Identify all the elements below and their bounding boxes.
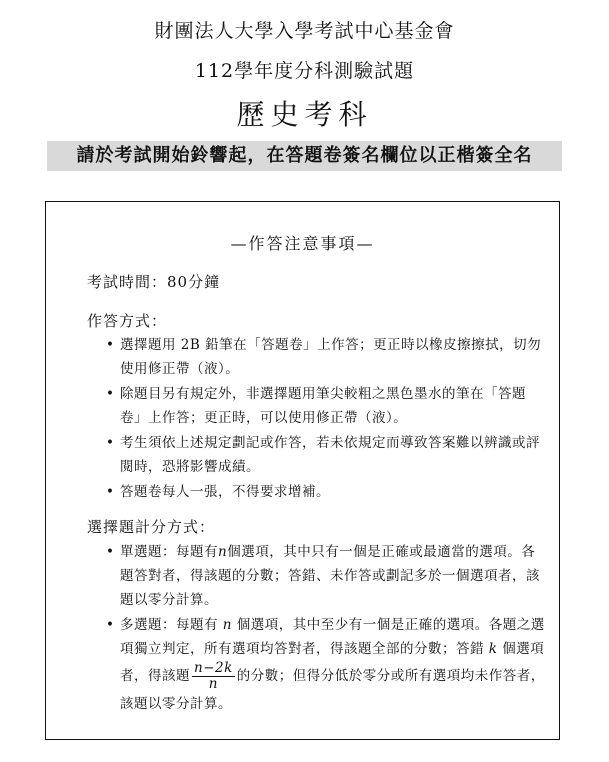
list-item: • 選擇題用 2B 鉛筆在「答題卷」上作答；更正時以橡皮擦擦拭，切勿使用修正帶（液）。	[106, 333, 546, 381]
score-fraction	[192, 661, 235, 692]
list-item: • 考生須依上述規定劃記或作答，若未依規定而導致答案難以辨識或評閱時，恐將影響成績。	[106, 431, 546, 479]
answer-method-label: 作答方式：	[87, 312, 168, 330]
subject-title: 歷史考科	[236, 98, 373, 131]
multi-pre: 多選題：每題有	[120, 617, 218, 633]
var-n: n	[218, 544, 228, 560]
multi-post: 的分數；但得分低於零分或所有選項均未作答者，該題以零分計算。	[120, 668, 545, 712]
single-choice-rule	[106, 540, 546, 612]
multi-mid: 個選項，其中至少有一個是正確的選項。各題之選項獨立判定，所有選項均答對者，得該題全部的分數；答錯	[120, 617, 545, 657]
single-post: 個選項，其中只有一個是正確或最適當的選項。各題答對者，得該題的分數；答錯、未作答或劃記多於一個選項者，該題以零分計算。	[120, 544, 540, 608]
single-pre: 單選題：每題有	[120, 544, 218, 560]
multi-choice-rule	[106, 613, 546, 716]
multi-mid2: 個選項者，得該題	[120, 641, 545, 684]
instructions-box	[45, 201, 560, 740]
list-item: • 除題目另有規定外，非選擇題用筆尖較粗之黑色墨水的筆在「答題卷」上作答；更正時，可以使用修正帶（液）。	[106, 382, 546, 430]
exam-title: 112學年度分科測驗試題	[194, 60, 415, 82]
scoring-label: 選擇題計分方式：	[87, 518, 216, 536]
fraction-denominator: n	[208, 676, 218, 692]
fraction-numerator: n−2k	[194, 660, 233, 676]
var-k: k	[488, 641, 498, 657]
exam-time: 考試時間：80分鐘	[87, 273, 221, 291]
scoring-list	[106, 540, 546, 717]
list-item: • 答題卷每人一張，不得要求增補。	[106, 480, 546, 504]
instructions-title: —作答注意事項—	[230, 234, 375, 253]
answer-method-list	[106, 333, 546, 505]
var-n: n	[222, 617, 232, 633]
signature-warning: 請於考試開始鈴響起，在答題卷簽名欄位以正楷簽全名	[47, 141, 562, 171]
org-name: 財團法人大學入學考試中心基金會	[154, 20, 455, 42]
